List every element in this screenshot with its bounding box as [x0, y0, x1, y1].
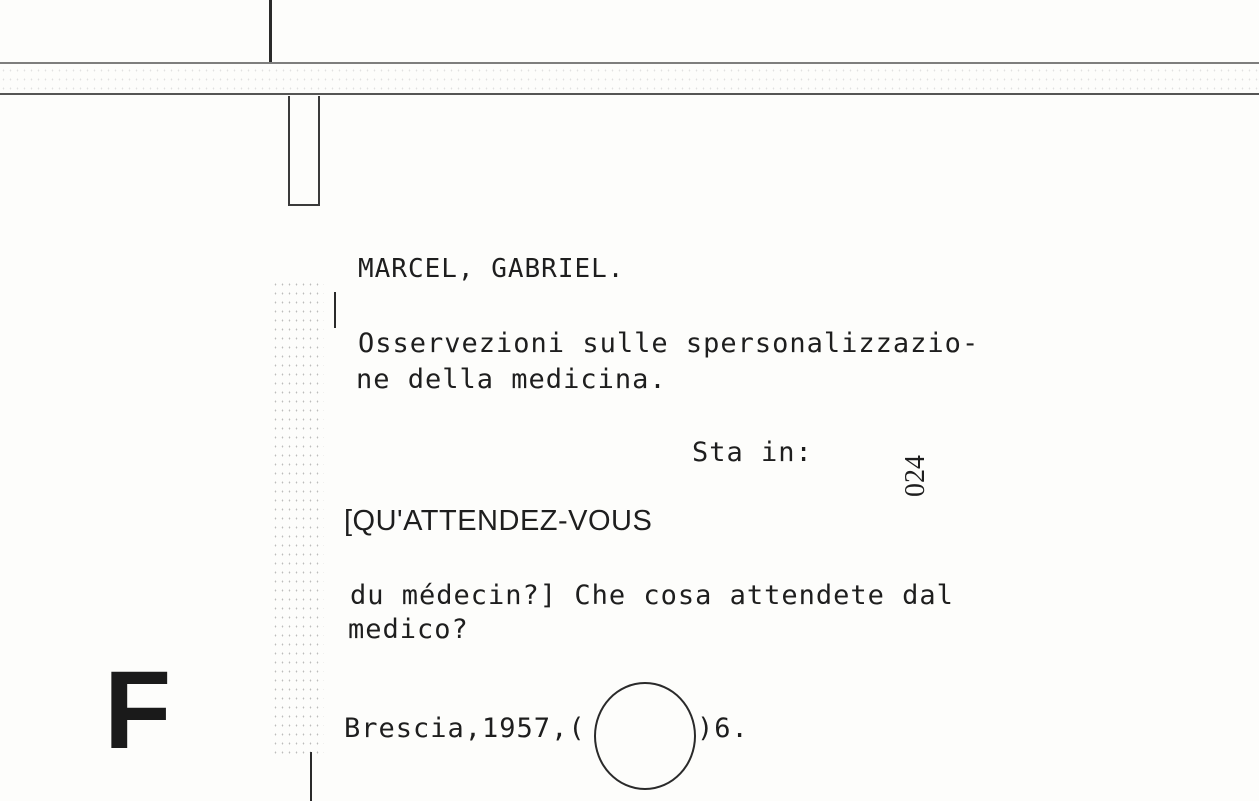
circular-stamp — [594, 682, 696, 790]
vertical-scan-rule — [269, 0, 272, 62]
original-title: [QU'ATTENDEZ-VOUS — [344, 505, 653, 537]
author-heading: MARCEL, GABRIEL. — [358, 254, 625, 284]
call-number: 024 — [900, 455, 931, 497]
title-line-2: ne della medicina. — [356, 364, 667, 395]
original-title-continuation: du médecin?] Che cosa attendete dal — [350, 580, 954, 611]
original-title-continuation-2: medico? — [348, 614, 469, 645]
binding-mark — [288, 96, 320, 206]
margin-letter: F — [104, 649, 172, 772]
in-label: Sta in: — [692, 437, 813, 468]
top-noise-strip — [0, 66, 1259, 91]
top-scan-rule-2 — [0, 93, 1259, 95]
left-margin-line — [334, 292, 336, 328]
publication-place-year: Brescia,1957,( — [344, 713, 586, 744]
publication-tail: )6. — [697, 713, 749, 744]
top-scan-rule — [0, 62, 1259, 64]
title-line-1: Osservezioni sulle spersonalizzazio- — [358, 328, 980, 359]
left-noise-strip — [272, 280, 324, 760]
